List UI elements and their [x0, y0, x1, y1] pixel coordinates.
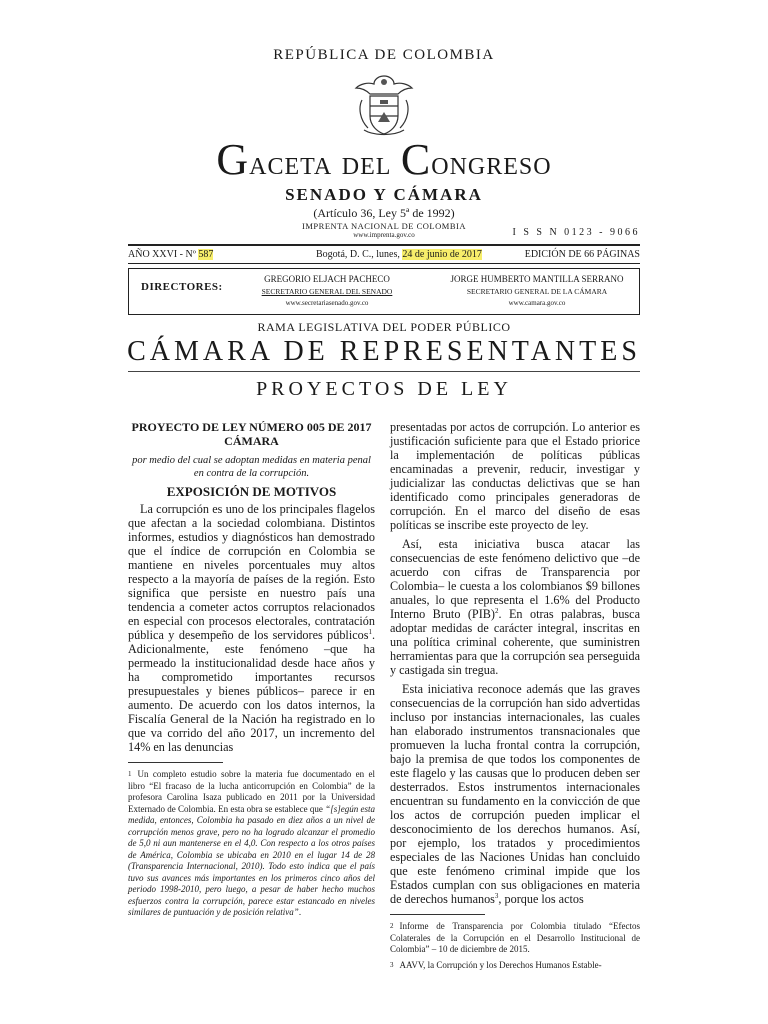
- senado-camara-subtitle: SENADO Y CÁMARA: [285, 185, 483, 204]
- footnote-ref-1[interactable]: 1: [368, 627, 372, 636]
- issue-number-value: 587: [198, 249, 214, 260]
- paragraph-1: [128, 502, 375, 754]
- footnote-1: [128, 769, 375, 919]
- director-senado-url[interactable]: www.secretariasenado.gov.co: [285, 299, 369, 307]
- directors-box: [128, 268, 640, 315]
- director-camara: [437, 274, 637, 307]
- footnote-2: [390, 921, 640, 956]
- footnote-3-text: AAVV, la Corrupción y los Derechos Humanos Estable-: [399, 959, 602, 970]
- imprenta-url: www.imprenta.gov.co: [353, 231, 415, 239]
- footnote-2-number: 2: [390, 922, 394, 930]
- issue-number: [128, 249, 213, 260]
- issn-number: I S S N 0123 - 9066: [512, 227, 640, 238]
- masthead-rule-bottom: [128, 263, 640, 264]
- footnote-rule: [128, 762, 223, 763]
- imprenta-name: IMPRENTA NACIONAL DE COLOMBIA: [302, 221, 466, 231]
- issue-date-value: 24 de junio de 2017: [402, 249, 482, 260]
- footnote-1-quote: “[s]egún esta medida, entonces, Colombia ha pasado en diez años a un nivel de corrupción menos grave, pero no ha logrado alcanzar el promedio de 5,0 ni aun mantenerse en el 4,0. Con respecto a los otros países de América, Colombia se ubicaba en 2010 en el lugar 14 de 28 (Transparencia Internacional, 2010). Todo esto indica que el país tuvo sus avances más importantes en los primeros cinco años del periodo 1998-2010, pero luego, a pesar de haber hecho muchos esfuerzos contra la corrupción, parece estar estancado en niveles similares de puntuación y de posición relativa”: [128, 803, 375, 917]
- director-camara-url[interactable]: www.camara.gov.co: [508, 299, 566, 307]
- paragraph-2: presentadas por actos de corrupción. Lo anterior es justificación suficiente para que el Estado priorice la implementación de políticas públicas encaminadas a prevenir, reducir, investigar y judicializar las conductas delictivas que se han identificado como principales generadoras de corrupción. En el marco del diseño de esas políticas se inscribe este proyecto de ley.: [390, 420, 640, 532]
- director-senado: [247, 274, 407, 307]
- paragraph-4: [390, 682, 640, 906]
- footnote-rule-right: [390, 914, 485, 915]
- title-initial-g: G: [216, 135, 250, 184]
- footnote-1-end: .: [298, 907, 302, 917]
- title-part-2: ongreso: [431, 145, 552, 182]
- paragraph-1-text-b: . Adicionalmente, este fenómeno –que ha permeado la institucionalidad desde hace años y ha comprometido importantes recursos presupuestales y bienes públicos– parece ir en aumento. De acuerdo con los datos internos, la Fiscalía General de la Nación ha registrado en lo que va corrido del año 2017, un incremento del 14% en las denuncias: [128, 628, 375, 754]
- right-column: [390, 420, 640, 971]
- articulo-reference: (Artículo 36, Ley 5ª de 1992): [313, 206, 455, 220]
- bill-subtitle: por medio del cual se adoptan medidas en materia penal en contra de la corrupción.: [132, 455, 371, 479]
- footnote-1-text: Un completo estudio sobre la materia fue documentado en el libro “El fracaso de la lucha anticorrupción en Colombia” de la profesora Carolina Isaza publicado en 2011 por la Universidad Externado de Colombia. En esta obra se establece que: [128, 769, 375, 814]
- director-senado-name: GREGORIO ELJACH PACHECO: [264, 274, 390, 284]
- issue-info-row: [128, 249, 640, 263]
- footnote-3: [390, 960, 640, 972]
- directors-label: DIRECTORES:: [141, 281, 223, 293]
- coat-of-arms-icon: [352, 72, 416, 138]
- section-heading: PROYECTOS DE LEY: [256, 378, 512, 400]
- masthead-rule-top: [128, 244, 640, 246]
- footnote-ref-2[interactable]: 2: [494, 606, 499, 615]
- branch-label: RAMA LEGISLATIVA DEL PODER PÚBLICO: [257, 320, 511, 334]
- section-rule: [128, 371, 640, 372]
- paragraph-1-text-a: La corrupción es uno de los principales flagelos que afectan a la sociedad colombiana. Distintos informes, estudios y diagnósticos han demostrado que el índice de corrupción en Colombia se mantiene en niveles porcentuales muy altos respecto a la mayoría de países de la región. Esto significa que persiste en nuestro país una tendencia a cometer actos corruptos relacionados en especial con procesos electorales, contratación pública y desempeño de los servidores públicos: [128, 502, 375, 642]
- edition-pages: EDICIÓN DE 66 PÁGINAS: [524, 249, 640, 260]
- paragraph-3-text-b: . En otras palabras, busca adoptar medidas de carácter integral, inscritas en una política criminal coherente, que suministren herramientas para que la corrupción sea perseguida y castigada sin tregua.: [390, 607, 640, 677]
- left-column: [128, 420, 375, 919]
- issue-year-label: AÑO XXVI - Nº: [128, 249, 199, 260]
- footnote-3-number: 3: [390, 960, 394, 969]
- paragraph-3-text-a: Así, esta iniciativa busca atacar las consecuencias de este fenómeno delictivo que –de acuerdo con cifras de Transparencia por Colombia– le cuesta a los colombianos $9 billones anuales, lo que representa el 1.6% del Producto Interno Bruto (PIB): [390, 537, 640, 621]
- issue-date: [316, 249, 482, 260]
- exposicion-heading: EXPOSICIÓN DE MOTIVOS: [166, 484, 337, 499]
- country-header: REPÚBLICA DE COLOMBIA: [273, 47, 495, 63]
- bill-title: PROYECTO DE LEY NÚMERO 005 DE 2017 CÁMARA: [131, 420, 372, 448]
- director-senado-title: SECRETARIO GENERAL DEL SENADO: [261, 287, 393, 296]
- title-initial-c: C: [400, 135, 432, 184]
- paragraph-4-text-b: , porque los actos: [498, 892, 584, 906]
- director-camara-title: SECRETARIO GENERAL DE LA CÁMARA: [466, 287, 608, 296]
- chamber-heading: CÁMARA DE REPRESENTANTES: [127, 336, 641, 367]
- title-part-1: aceta del: [249, 145, 401, 182]
- issue-date-prefix: Bogotá, D. C., lunes,: [316, 249, 403, 260]
- footnote-ref-3[interactable]: 3: [494, 891, 499, 900]
- director-camara-name: JORGE HUMBERTO MANTILLA SERRANO: [450, 274, 624, 284]
- footnote-2-text: Informe de Transparencia por Colombia titulado “Efectos Colaterales de la Corrupción en el Desarrollo Institucional de Colombia” – 10 de diciembre de 2015.: [390, 921, 640, 954]
- footnote-1-number: 1: [128, 770, 132, 778]
- paragraph-3: [390, 537, 640, 677]
- paragraph-4-text-a: Esta iniciativa reconoce además que las graves consecuencias de la corrupción han sido advertidas incluso por instancias internacionales, las cuales han elaborado instrumentos transnacionales que promueven la lucha frontal contra la corrupción, bajo la premisa de que todos los componentes de este flagelo y las causas que lo producen deben ser desterrados. Estos instrumentos internacionales encuentran su fundamento en la convicción de que los actos de corrupción pueden implicar el desconocimiento de los derechos humanos. Así, por ejemplo, los tratados y procedimientos especiales de las Naciones Unidas han concluido que este fenómeno criminal impide que los Estados cumplan con sus obligaciones en materia de derechos humanos: [390, 682, 640, 906]
- newspaper-title: [0, 135, 768, 184]
